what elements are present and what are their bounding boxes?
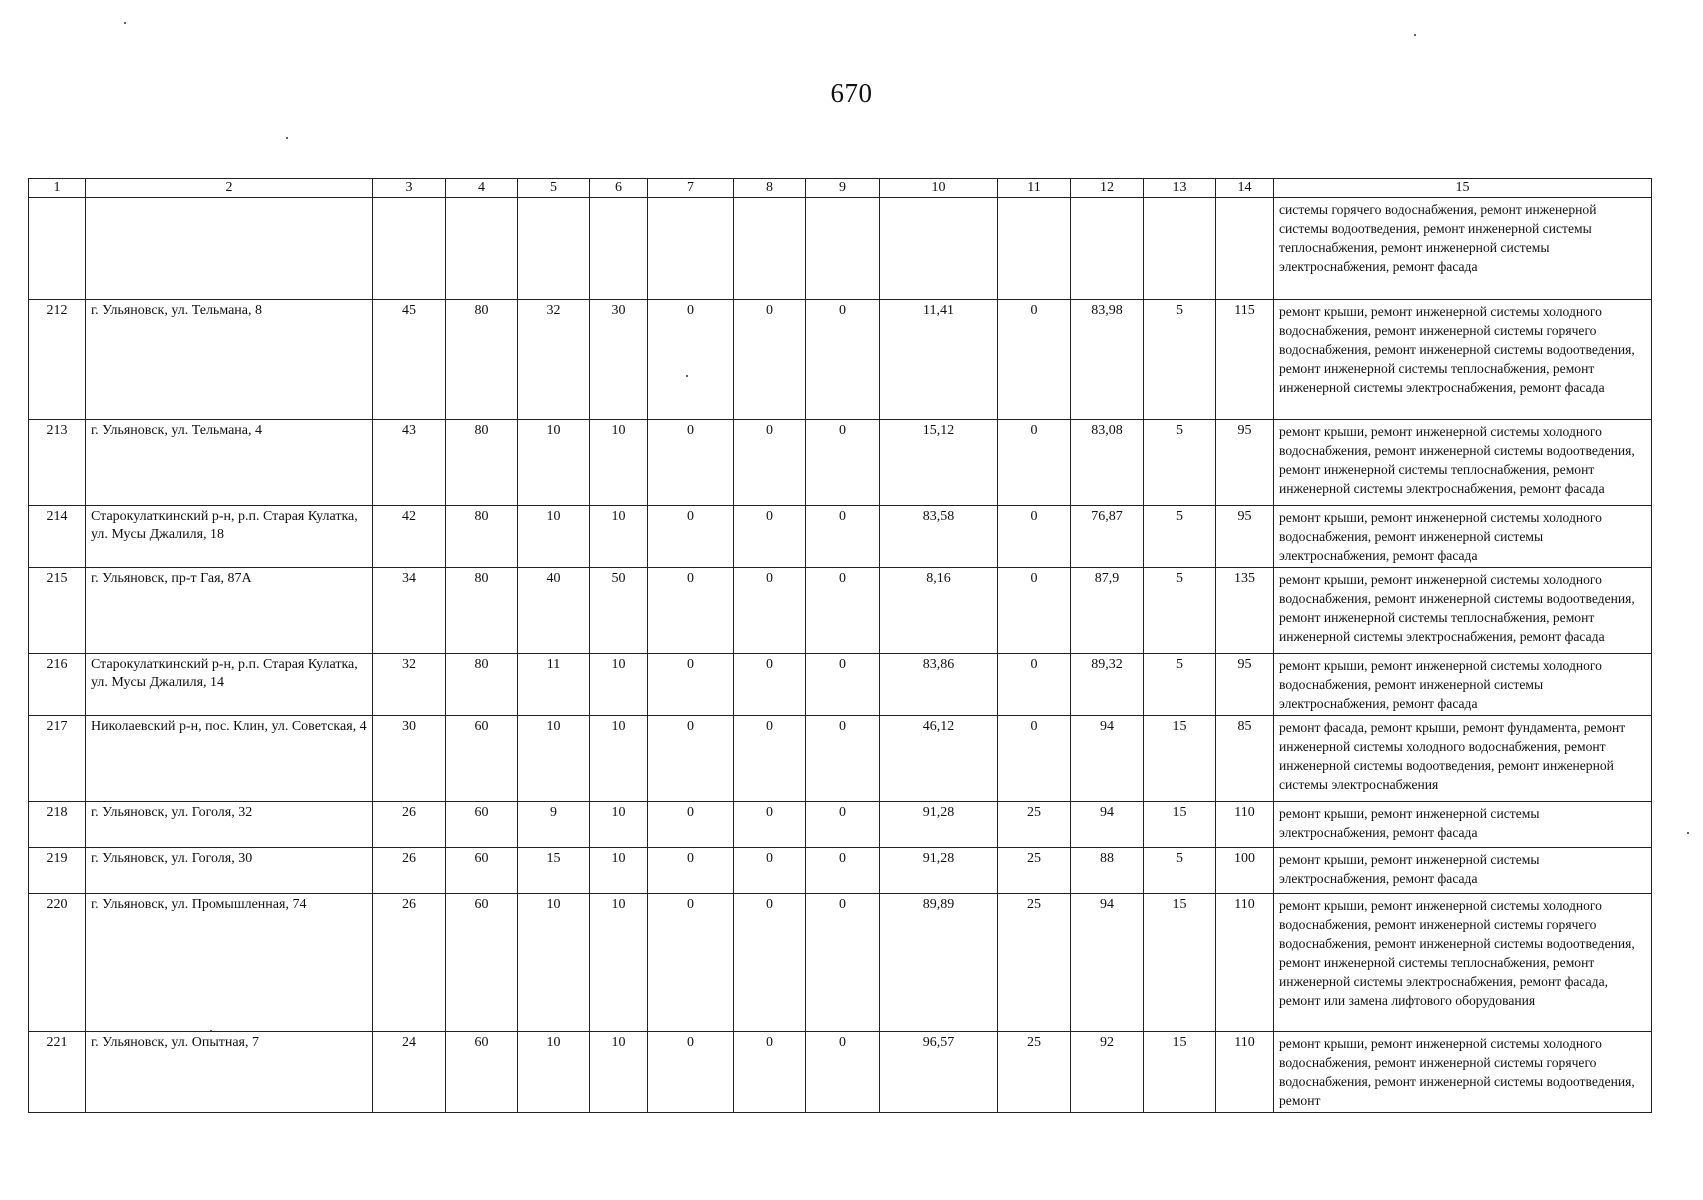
cell-col-6: 50 — [590, 568, 648, 654]
cell-address: г. Ульяновск, ул. Гоголя, 32 — [86, 802, 373, 848]
cell-col-13: 5 — [1144, 420, 1216, 506]
cell-col-11: 0 — [998, 506, 1071, 568]
cell-col-10: 46,12 — [880, 716, 998, 802]
cell-col-8: 0 — [734, 716, 806, 802]
cell-col-3: 30 — [373, 716, 446, 802]
cell-col-10: 96,57 — [880, 1032, 998, 1113]
scan-speck — [1414, 34, 1416, 36]
cell-col-6 — [590, 198, 648, 300]
cell-row-number: 219 — [29, 848, 86, 894]
column-header-13: 13 — [1144, 179, 1216, 198]
cell-col-4: 80 — [446, 654, 518, 716]
cell-col-14: 95 — [1216, 654, 1274, 716]
cell-col-7: 0 — [648, 654, 734, 716]
cell-col-3: 26 — [373, 848, 446, 894]
cell-col-5: 9 — [518, 802, 590, 848]
cell-row-number: 220 — [29, 894, 86, 1032]
cell-col-10: 91,28 — [880, 848, 998, 894]
cell-address: г. Ульяновск, пр-т Гая, 87А — [86, 568, 373, 654]
table-row — [29, 716, 1652, 802]
cell-col-11 — [998, 198, 1071, 300]
cell-col-3: 26 — [373, 894, 446, 1032]
cell-col-6: 10 — [590, 848, 648, 894]
cell-col-12: 94 — [1071, 894, 1144, 1032]
cell-row-number: 213 — [29, 420, 86, 506]
cell-col-11: 0 — [998, 654, 1071, 716]
column-header-3: 3 — [373, 179, 446, 198]
column-header-10: 10 — [880, 179, 998, 198]
cell-col-12: 87,9 — [1071, 568, 1144, 654]
cell-row-number: 214 — [29, 506, 86, 568]
cell-address: Старокулаткинский р-н, р.п. Старая Кулатка, ул. Мусы Джалиля, 18 — [86, 506, 373, 568]
cell-col-6: 10 — [590, 802, 648, 848]
cell-col-14: 100 — [1216, 848, 1274, 894]
cell-col-3: 26 — [373, 802, 446, 848]
cell-col-11: 0 — [998, 420, 1071, 506]
cell-col-9: 0 — [806, 894, 880, 1032]
cell-col-5 — [518, 198, 590, 300]
cell-col-10: 91,28 — [880, 802, 998, 848]
cell-work-types: ремонт крыши, ремонт инженерной системы холодного водоснабжения, ремонт инженерной системы горячего водоснабжения, ремонт инженерной системы водоотведения, ремонт — [1274, 1032, 1652, 1113]
cell-col-5: 40 — [518, 568, 590, 654]
cell-work-types: ремонт крыши, ремонт инженерной системы электроснабжения, ремонт фасада — [1274, 802, 1652, 848]
cell-col-12: 88 — [1071, 848, 1144, 894]
cell-col-10: 83,58 — [880, 506, 998, 568]
cell-col-8: 0 — [734, 420, 806, 506]
cell-col-11: 25 — [998, 1032, 1071, 1113]
cell-col-7: 0 — [648, 848, 734, 894]
cell-col-7: 0 — [648, 1032, 734, 1113]
cell-col-9 — [806, 198, 880, 300]
cell-col-6: 10 — [590, 1032, 648, 1113]
cell-address: г. Ульяновск, ул. Тельмана, 8 — [86, 300, 373, 420]
cell-col-12: 92 — [1071, 1032, 1144, 1113]
cell-col-8: 0 — [734, 894, 806, 1032]
header-row — [29, 179, 1652, 198]
cell-col-4: 80 — [446, 568, 518, 654]
cell-col-12 — [1071, 198, 1144, 300]
column-header-6: 6 — [590, 179, 648, 198]
cell-col-4: 60 — [446, 894, 518, 1032]
column-header-14: 14 — [1216, 179, 1274, 198]
cell-col-3: 34 — [373, 568, 446, 654]
cell-col-13: 5 — [1144, 654, 1216, 716]
cell-col-9: 0 — [806, 1032, 880, 1113]
cell-work-types: ремонт крыши, ремонт инженерной системы холодного водоснабжения, ремонт инженерной системы горячего водоснабжения, ремонт инженерной системы водоотведения, ремонт инженерной системы теплоснабжения, ремонт инженерной системы электроснабжения, ремонт фасада — [1274, 300, 1652, 420]
cell-col-6: 30 — [590, 300, 648, 420]
cell-row-number: 221 — [29, 1032, 86, 1113]
cell-col-14: 95 — [1216, 420, 1274, 506]
cell-col-3: 24 — [373, 1032, 446, 1113]
cell-col-3: 43 — [373, 420, 446, 506]
cell-col-12: 94 — [1071, 802, 1144, 848]
cell-col-13: 15 — [1144, 716, 1216, 802]
column-header-4: 4 — [446, 179, 518, 198]
cell-col-11: 0 — [998, 568, 1071, 654]
cell-col-11: 25 — [998, 802, 1071, 848]
cell-col-5: 10 — [518, 506, 590, 568]
cell-row-number: 212 — [29, 300, 86, 420]
cell-row-number: 215 — [29, 568, 86, 654]
cell-col-5: 32 — [518, 300, 590, 420]
cell-col-3: 45 — [373, 300, 446, 420]
table-row — [29, 420, 1652, 506]
cell-col-4: 60 — [446, 802, 518, 848]
table-row — [29, 568, 1652, 654]
cell-work-types: ремонт крыши, ремонт инженерной системы холодного водоснабжения, ремонт инженерной системы электроснабжения, ремонт фасада — [1274, 654, 1652, 716]
column-header-1: 1 — [29, 179, 86, 198]
cell-col-7: 0 — [648, 506, 734, 568]
cell-col-14: 115 — [1216, 300, 1274, 420]
cell-col-3: 42 — [373, 506, 446, 568]
cell-col-11: 0 — [998, 300, 1071, 420]
column-header-2: 2 — [86, 179, 373, 198]
column-header-15: 15 — [1274, 179, 1652, 198]
cell-col-9: 0 — [806, 654, 880, 716]
cell-col-4: 80 — [446, 300, 518, 420]
cell-address: Николаевский р-н, пос. Клин, ул. Советская, 4 — [86, 716, 373, 802]
page-number: 670 — [830, 78, 873, 108]
cell-col-13: 5 — [1144, 300, 1216, 420]
cell-col-9: 0 — [806, 506, 880, 568]
cell-col-10: 83,86 — [880, 654, 998, 716]
table-body — [29, 198, 1652, 1113]
cell-col-5: 11 — [518, 654, 590, 716]
cell-col-14: 135 — [1216, 568, 1274, 654]
cell-col-9: 0 — [806, 802, 880, 848]
cell-col-4 — [446, 198, 518, 300]
cell-col-3 — [373, 198, 446, 300]
cell-col-11: 25 — [998, 894, 1071, 1032]
cell-address — [86, 198, 373, 300]
continuation-row — [29, 198, 1652, 300]
cell-col-12: 94 — [1071, 716, 1144, 802]
cell-col-13: 15 — [1144, 1032, 1216, 1113]
cell-col-13: 15 — [1144, 894, 1216, 1032]
cell-col-5: 15 — [518, 848, 590, 894]
cell-col-7: 0 — [648, 568, 734, 654]
cell-col-7: 0 — [648, 716, 734, 802]
cell-col-12: 89,32 — [1071, 654, 1144, 716]
cell-col-6: 10 — [590, 894, 648, 1032]
column-header-8: 8 — [734, 179, 806, 198]
cell-address: г. Ульяновск, ул. Тельмана, 4 — [86, 420, 373, 506]
cell-col-13: 5 — [1144, 568, 1216, 654]
cell-address: г. Ульяновск, ул. Гоголя, 30 — [86, 848, 373, 894]
cell-col-8: 0 — [734, 568, 806, 654]
column-header-7: 7 — [648, 179, 734, 198]
cell-col-11: 0 — [998, 716, 1071, 802]
cell-col-13: 5 — [1144, 506, 1216, 568]
cell-col-4: 60 — [446, 1032, 518, 1113]
cell-col-3: 32 — [373, 654, 446, 716]
cell-work-types: ремонт крыши, ремонт инженерной системы электроснабжения, ремонт фасада — [1274, 848, 1652, 894]
column-header-12: 12 — [1071, 179, 1144, 198]
registry-table — [28, 178, 1652, 1113]
cell-col-8 — [734, 198, 806, 300]
table-row — [29, 506, 1652, 568]
table-row — [29, 1032, 1652, 1113]
scan-speck — [124, 22, 126, 24]
cell-col-8: 0 — [734, 300, 806, 420]
table-row — [29, 300, 1652, 420]
cell-col-10: 15,12 — [880, 420, 998, 506]
column-header-11: 11 — [998, 179, 1071, 198]
cell-col-6: 10 — [590, 654, 648, 716]
cell-row-number: 216 — [29, 654, 86, 716]
cell-col-10: 11,41 — [880, 300, 998, 420]
cell-col-5: 10 — [518, 716, 590, 802]
cell-col-9: 0 — [806, 848, 880, 894]
cell-col-12: 83,08 — [1071, 420, 1144, 506]
cell-work-types: ремонт крыши, ремонт инженерной системы холодного водоснабжения, ремонт инженерной системы водоотведения, ремонт инженерной системы теплоснабжения, ремонт инженерной системы электроснабжения, ремонт фасада — [1274, 420, 1652, 506]
cell-col-5: 10 — [518, 894, 590, 1032]
table-row — [29, 894, 1652, 1032]
cell-col-8: 0 — [734, 506, 806, 568]
cell-col-8: 0 — [734, 848, 806, 894]
cell-col-4: 60 — [446, 716, 518, 802]
cell-col-7: 0 — [648, 894, 734, 1032]
table-row — [29, 848, 1652, 894]
cell-col-9: 0 — [806, 716, 880, 802]
column-header-5: 5 — [518, 179, 590, 198]
cell-row-number: 218 — [29, 802, 86, 848]
cell-address: г. Ульяновск, ул. Промышленная, 74 — [86, 894, 373, 1032]
cell-col-13: 5 — [1144, 848, 1216, 894]
cell-row-number — [29, 198, 86, 300]
cell-col-14: 110 — [1216, 802, 1274, 848]
cell-col-14 — [1216, 198, 1274, 300]
cell-col-7: 0 — [648, 420, 734, 506]
table-row — [29, 654, 1652, 716]
cell-address: г. Ульяновск, ул. Опытная, 7 — [86, 1032, 373, 1113]
cell-col-14: 110 — [1216, 894, 1274, 1032]
cell-col-4: 80 — [446, 420, 518, 506]
cell-col-6: 10 — [590, 506, 648, 568]
cell-col-8: 0 — [734, 1032, 806, 1113]
cell-col-7 — [648, 198, 734, 300]
cell-col-5: 10 — [518, 420, 590, 506]
cell-col-5: 10 — [518, 1032, 590, 1113]
cell-col-14: 85 — [1216, 716, 1274, 802]
cell-work-types: ремонт крыши, ремонт инженерной системы холодного водоснабжения, ремонт инженерной системы электроснабжения, ремонт фасада — [1274, 506, 1652, 568]
cell-col-7: 0 — [648, 802, 734, 848]
cell-col-14: 95 — [1216, 506, 1274, 568]
cell-work-types: ремонт крыши, ремонт инженерной системы холодного водоснабжения, ремонт инженерной системы водоотведения, ремонт инженерной системы теплоснабжения, ремонт инженерной системы электроснабжения, ремонт фасада — [1274, 568, 1652, 654]
cell-col-12: 76,87 — [1071, 506, 1144, 568]
cell-col-10: 89,89 — [880, 894, 998, 1032]
cell-col-10 — [880, 198, 998, 300]
table-row — [29, 802, 1652, 848]
cell-col-13: 15 — [1144, 802, 1216, 848]
cell-col-9: 0 — [806, 568, 880, 654]
cell-col-8: 0 — [734, 654, 806, 716]
cell-col-12: 83,98 — [1071, 300, 1144, 420]
cell-address: Старокулаткинский р-н, р.п. Старая Кулатка, ул. Мусы Джалиля, 14 — [86, 654, 373, 716]
cell-col-6: 10 — [590, 716, 648, 802]
cell-col-10: 8,16 — [880, 568, 998, 654]
cell-col-9: 0 — [806, 420, 880, 506]
cell-work-types: системы горячего водоснабжения, ремонт инженерной системы водоотведения, ремонт инженерной системы теплоснабжения, ремонт инженерной системы электроснабжения, ремонт фасада — [1274, 198, 1652, 300]
cell-col-7: 0 — [648, 300, 734, 420]
cell-col-6: 10 — [590, 420, 648, 506]
cell-col-14: 110 — [1216, 1032, 1274, 1113]
cell-work-types: ремонт крыши, ремонт инженерной системы холодного водоснабжения, ремонт инженерной системы горячего водоснабжения, ремонт инженерной системы водоотведения, ремонт инженерной системы теплоснабжения, ремонт инженерной системы электроснабжения, ремонт фасада, ремонт или замена лифтового оборудования — [1274, 894, 1652, 1032]
cell-work-types: ремонт фасада, ремонт крыши, ремонт фундамента, ремонт инженерной системы холодного водоснабжения, ремонт инженерной системы водоотведения, ремонт инженерной системы электроснабжения — [1274, 716, 1652, 802]
cell-row-number: 217 — [29, 716, 86, 802]
column-header-9: 9 — [806, 179, 880, 198]
cell-col-4: 80 — [446, 506, 518, 568]
scan-speck — [286, 137, 288, 139]
cell-col-13 — [1144, 198, 1216, 300]
cell-col-8: 0 — [734, 802, 806, 848]
cell-col-4: 60 — [446, 848, 518, 894]
scan-speck — [1687, 832, 1689, 834]
cell-col-9: 0 — [806, 300, 880, 420]
cell-col-11: 25 — [998, 848, 1071, 894]
